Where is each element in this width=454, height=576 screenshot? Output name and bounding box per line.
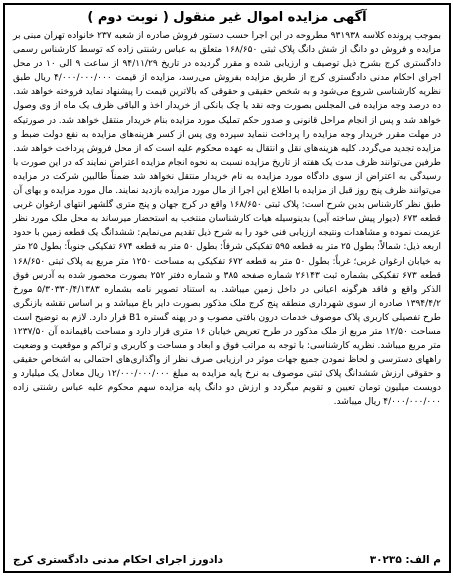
reference-label: م الف:	[405, 554, 441, 566]
notice-footer	[13, 552, 441, 568]
reference-number	[368, 552, 441, 568]
reference-code: ۳۰۲۳۵	[369, 554, 402, 566]
notice-title: آگهی مزایده اموال غیر منقول ( نوبت دوم )	[87, 10, 367, 25]
notice-frame	[3, 3, 451, 573]
issuing-office: دادورز اجرای احکام مدنی دادگستری کرج	[13, 554, 224, 566]
notice-body: بموجب پرونده کلاسه ۹۳۱۹۳۸ مطروحه در این اجرا حسب دستور فروش صادره از شعبه ۲۳۷ خانواده تهران مبنی بر مزایده و فروش دو دانگ از شش دانگ پلاک ثبتی ۱۶۸/۶۵۰ متعلق به عباس رشنتی زاده که توسط کارشناس رسمی دادگستری کرج بشرح ذیل توصیف و ارزیابی شده و مقرر گردیده در تاریخ ۹۴/۱۱/۲۹ از ساعت ۹ الی ۱۰ در محل اجرای احکام مدنی دادگستری کرج از طریق مزایده بفروش می‌رسد، مزایده از قیمت ۴/۰۰۰/۰۰۰/۰۰۰ ریال طبق نظریه کارشناسی شروع می‌شود و به شخص حقیقی و حقوقی که بالاترین قیمت را پیشنهاد نماید فروخته خواهد شد. ده درصد وجه مزایده فی المجلس بصورت وجه نقد یا چک بانکی از خریدار اخذ و الباقی ظرف یک ماه از وی وصول خواهد شد و پس از انجام مراحل قانونی و صدور حکم تملیک مورد مزایده بنام خریدار منتقل خواهد شد. در صورتیکه در مهلت مقرر خریدار وجه مزایده را پرداخت ننماید سپرده وی پس از کسر هزینه‌های مزایده به نفع دولت ضبط و مزایده تجدید می‌گردد. کلیه هزینه‌های نقل و انتقال به عهده محکوم علیه است که از محل فروش پرداخت خواهد شد. طرفین می‌توانند ظرف مدت یک هفته از تاریخ مزایده نسبت به نحوه انجام مزایده اعتراض نمایند که در این صورت با رسیدگی به اعتراض از سوی دادگاه مورد مزایده به نام خریدار منتقل نخواهد شد ضمناً طالبین شرکت در مزایده می‌توانند ظرف پنج روز قبل از مزایده با اطلاع این اجرا از مال مورد مزایده بازدید نمایند. مال مورد مزایده و بهای آن طبق نظر کارشناس بدین شرح است: پلاک ثبتی ۱۶۸/۶۵۰ واقع در کرج جهان و پنج متری گلشهر انتهای ارغوان غربی قطعه ۶۷۳ (دیوار پیش ساخته آبی) بدینوسیله هیات کارشناسان منتخب به استحضار میرساند به محل ملک مورد نظر عزیمت نموده و مشاهدات ونتیجه ارزیابی فنی خود را به شرح ذیل تقدیم می‌نمایم: ششدانگ یک قطعه زمین با حدود اربعه ذیل: شمالاً: بطول ۲۵ متر به قطعه ۵۹۵ تفکیکی شرقاً: بطول ۵۰ متر به قطعه ۶۷۴ تفکیکی جنوباً: بطول ۲۵ متر به خیابان ارغوان غربی؛ غرباً: بطول ۵۰ متر به قطعه ۶۷۲ تفکیکی به مساحت ۱۲۵۰ متر مربع به پلاک ثبتی ۱۶۸/۶۵۰ قطعه ۶۷۳ تفکیکی بشماره ثبت ۲۶۱۴۳ شماره صفحه ۳۸۵ و شماره دفتر ۲۵۲ بصورت محصور شده به آدرس فوق الذکر واقع و فاقد هرگونه اعیانی در داخل زمین میباشد. به استناد تصویر نامه بشماره ۵/۳۰۳۳۰/۴/۱۳۸۳ مورخ ۱۳۹۴/۴/۲ صادره از سوی شهرداری منطقه پنج کرج ملک مذکور بصورت دایر باغ میباشد و بر اساس نقشه بازنگری طرح تفصیلی کاربری پلاک موصوف خدمات درون بافتی مصوب و در پهنه گستره B1 قرار دارد. لازم به توضیح است مساحت ۱۲/۵۰ متر مربع از ملک مذکور در طرح تعریض خیابان ۱۶ متری قرار دارد و مساحت باقیمانده آن ۱۲۳۷/۵۰ متر مربع میباشد. نظریه کارشناسی: با توجه به مراتب فوق و ابعاد و مساحت و کاربری و تراکم و موقعیت و وضعیت راههای دسترسی و لحاظ نمودن جمیع جهات موثر در ارزیابی صرف نظر از واگذاری‌های احتمالی به اشخاص حقیقی و حقوقی ارزش ششدانگ پلاک ثبتی موصوف به نرخ پایه مزایده به مبلغ ۱۲/۰۰۰/۰۰۰/۰۰۰ ریال معادل یک میلیارد و دویست میلیون تومان تعیین و تقویم میگردد و ارزش دو دانگ پایه مزایده سهم محکوم علیه عباس رشنتی زاده ۴/۰۰۰/۰۰۰/۰۰۰ ریال میباشد.	[13, 31, 442, 408]
